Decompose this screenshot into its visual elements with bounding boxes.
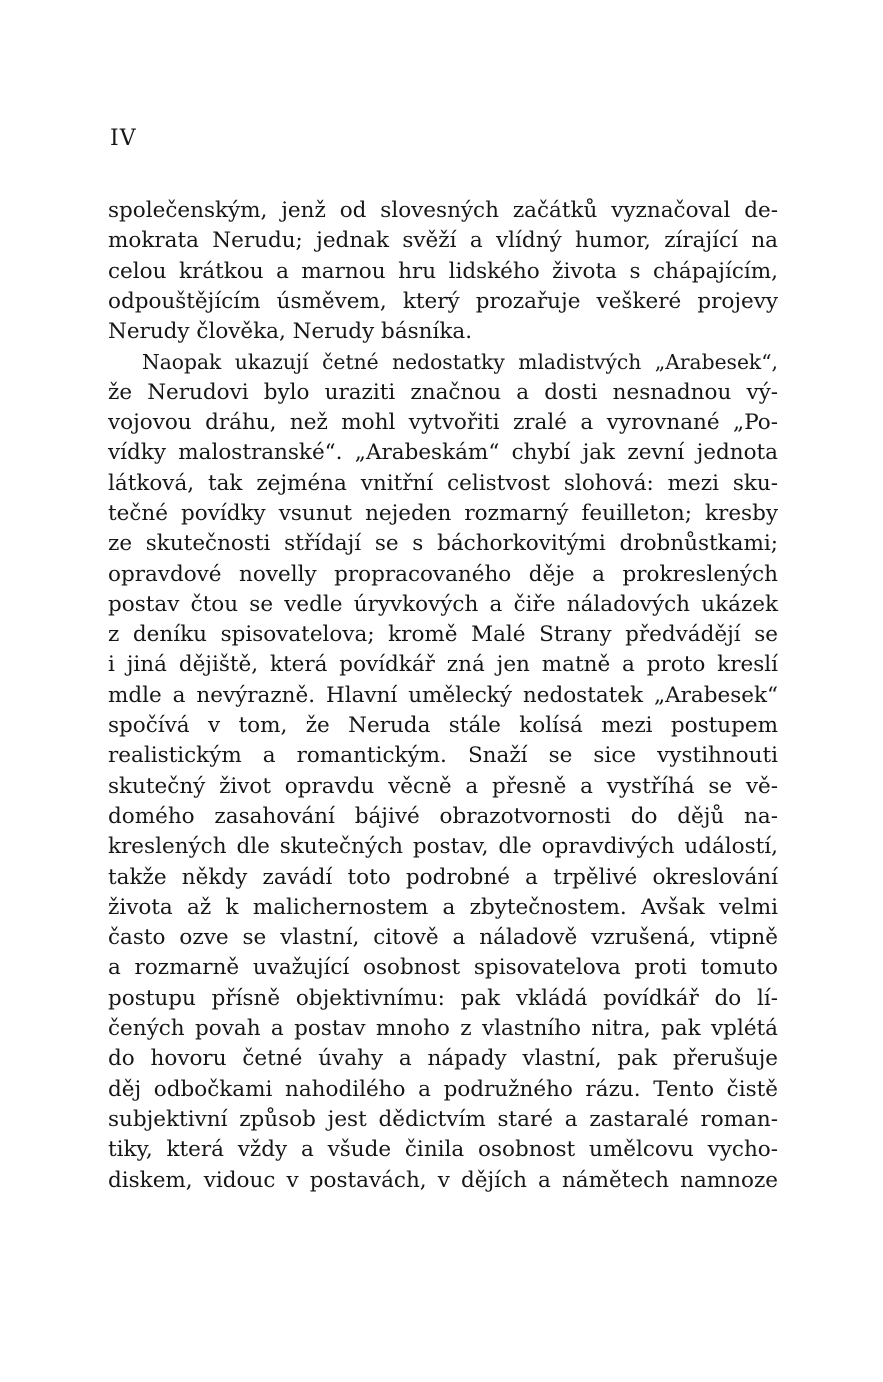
body-text: [108, 196, 778, 1196]
text-line: často ozve se vlastní, citově a náladově vzrušená, vtipně: [108, 925, 778, 951]
text-line: domého zasahování bájivé obrazotvornosti do dějů na-: [108, 803, 778, 829]
page-number: IV: [110, 126, 137, 151]
text-line: do hovoru četné úvahy a nápady vlastní, pak přerušuje: [108, 1046, 778, 1072]
text-line: postav čtou se vedle úryvkových a čiře náladových ukázek: [108, 591, 778, 617]
text-line: i jiná dějiště, která povídkář zná jen matně a proto kreslí: [108, 652, 778, 678]
text-line: kreslených dle skutečných postav, dle opravdivých událostí,: [108, 834, 778, 860]
text-line: děj odbočkami nahodilého a podružného rázu. Tento čistě: [108, 1076, 778, 1102]
text-line: celou krátkou a marnou hru lidského života s chápajícím,: [108, 258, 778, 284]
text-line: ze skutečnosti střídají se s báchorkovitými drobnůstkami;: [108, 531, 778, 557]
text-line: Nerudy člověka, Nerudy básníka.: [108, 319, 473, 345]
text-line: skutečný život opravdu věcně a přesně a vystříhá se vě-: [108, 773, 778, 799]
text-line: mdle a nevýrazně. Hlavní umělecký nedostatek „Arabesek“: [108, 682, 778, 708]
text-line: vojovou dráhu, než mohl vytvořiti zralé a vyrovnané „Po-: [108, 410, 778, 436]
text-line: z deníku spisovatelova; kromě Malé Strany předvádějí se: [108, 622, 778, 648]
text-line: vídky malostranské“. „Arabeskám“ chybí jak zevní jednota: [108, 440, 778, 466]
text-line: postupu přísně objektivnímu: pak vkládá povídkář do lí-: [108, 985, 778, 1011]
text-line: subjektivní způsob jest dědictvím staré a zastaralé roman-: [108, 1106, 778, 1132]
text-line: diskem, vidouc v postavách, v dějích a námětech namnoze: [108, 1167, 778, 1193]
text-line: tečné povídky vsunut nejeden rozmarný feuilleton; kresby: [108, 500, 778, 526]
text-line: společenským, jenž od slovesných začátků vyznačoval de-: [108, 198, 778, 223]
text-line: čených povah a postav mnoho z vlastního nitra, pak vplétá: [108, 1016, 778, 1042]
text-line: mokrata Nerudu; jednak svěží a vlídný humor, zírající na: [108, 228, 778, 254]
text-line: látková, tak zejména vnitřní celistvost slohová: mezi sku-: [108, 470, 778, 496]
text-line: že Nerudovi bylo uraziti značnou a dosti nesnadnou vý-: [108, 379, 778, 405]
text-line: života až k malichernostem a zbytečnostem. Avšak velmi: [108, 894, 778, 920]
text-line: Naopak ukazují četné nedostatky mladistvých „Arabesek“,: [142, 350, 778, 375]
text-line: a rozmarně uvažující osobnost spisovatelova proti tomuto: [108, 955, 778, 981]
text-line: opravdové novelly propracovaného děje a prokreslených: [108, 561, 778, 587]
text-line: realistickým a romantickým. Snaží se sice vystihnouti: [108, 743, 778, 769]
text-line: spočívá v tom, že Neruda stále kolísá mezi postupem: [108, 713, 778, 739]
text-line: takže někdy zavádí toto podrobné a trpělivé okreslování: [108, 864, 778, 890]
text-line: tiky, která vždy a všude činila osobnost umělcovu vycho-: [108, 1137, 778, 1163]
text-line: odpouštějícím úsměvem, který prozařuje veškeré projevy: [108, 288, 778, 314]
